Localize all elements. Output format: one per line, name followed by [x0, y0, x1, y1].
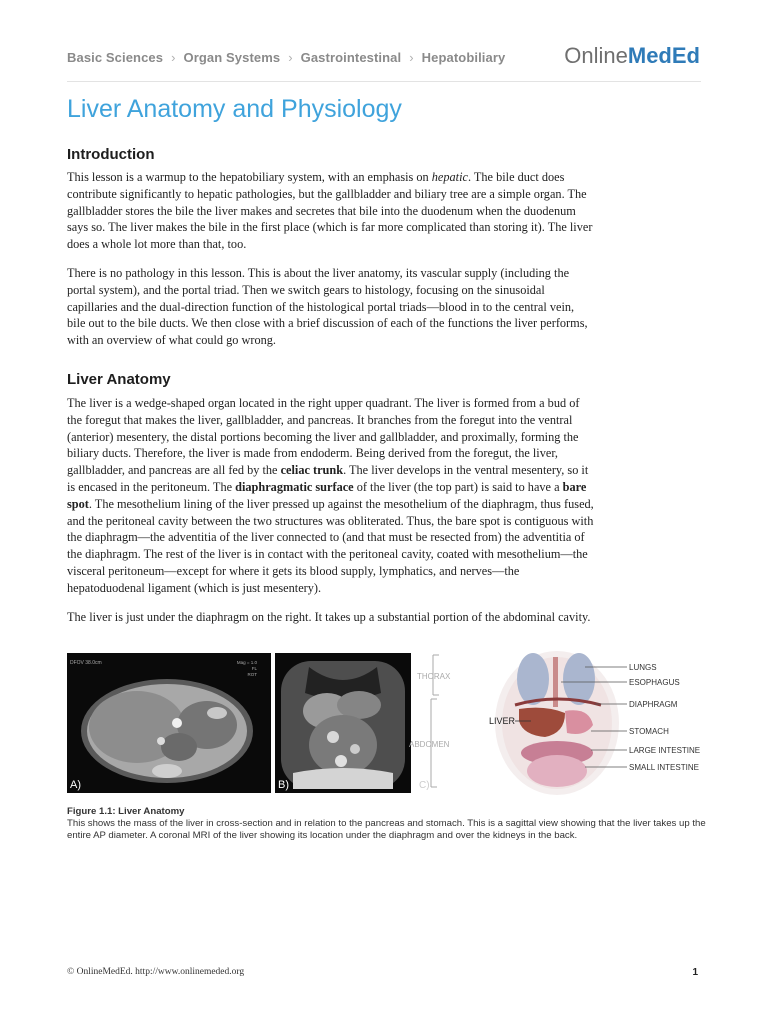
svg-text:DFOV 38.0cm: DFOV 38.0cm: [70, 660, 102, 666]
svg-text:FL: FL: [251, 666, 257, 671]
axial-mri-image: [67, 653, 271, 793]
anatomy-paragraph-1: The liver is a wedge-shaped organ located in the right upper quadrant. The liver is formed from a bud of the foregut that makes the liver, gallbladder, and pancreas. It branches from the foregut into the ventral (anterior) mesentery, the distal portions becoming the liver and gallbladder, and proximally, forming the biliary ducts. Therefore, the liver is made from endoderm. Being derived from the foregut, the liver, gallbladder, and pancreas are all fed by the celiac trunk. The liver develops in the ventral mesentery, so it is encased in the peritoneum. The diaphragmatic surface of the liver (the top part) is said to have a bare spot. The mesothelium lining of the liver pressed up against the mesothelium of the diaphragm, thus fused, and the peritoneal cavity between the two structures was obliterated. Thus, the bare spot is contiguous with the diaphragm—the adventitia of the liver connected to (and that must be resected from) the adventitia of the diaphragm. The rest of the liver is in contact with the peritoneal cavity, coated with mesothelium—the visceral peritoneum—except for where it gets its blood supply, lymphatics, and nerves—the hepatoduodenal ligament (which is just mesentery).: [67, 396, 594, 595]
organ-label-small-intestine: SMALL INTESTINE: [629, 763, 699, 772]
logo-text-meded: MedEd: [627, 43, 700, 68]
figure-label-b: B): [278, 779, 289, 791]
page-title: Liver Anatomy and Physiology: [67, 95, 402, 123]
chevron-right-icon: ›: [409, 50, 414, 65]
header-divider: [67, 81, 701, 82]
intro-paragraph-2: There is no pathology in this lesson. This is about the liver anatomy, its vascular supply (including the portal system), and the portal triad. Then we switch gears to histology, focusing on the sinusoidal capillaries and the dual-direction function of the histological portal triads—blood in to the central vein, bile out to the bile ducts. We then close with a brief discussion of each of the functions the liver performs, with an overview of what could go wrong.: [67, 266, 588, 348]
svg-text:Mag = 1.0: Mag = 1.0: [236, 660, 257, 665]
organ-label-esophagus: ESOPHAGUS: [629, 678, 680, 687]
organ-label-lungs: LUNGS: [629, 663, 657, 672]
figure-label-c: C): [419, 780, 430, 791]
thorax-label: THORAX: [417, 672, 451, 681]
chevron-right-icon: ›: [171, 50, 176, 65]
organ-label-diaphragm: DIAPHRAGM: [629, 700, 678, 709]
breadcrumb-item-gastrointestinal[interactable]: Gastrointestinal: [300, 50, 402, 65]
liver-label: LIVER: [489, 716, 516, 726]
breadcrumb: [67, 50, 505, 65]
onlinemeded-logo[interactable]: [564, 43, 700, 69]
anatomy-paragraph-2: The liver is just under the diaphragm on the right. It takes up a substantial portion of the abdominal cavity.: [67, 610, 591, 624]
organ-label-stomach: STOMACH: [629, 727, 669, 736]
figure-a-axial-mri: [67, 653, 271, 793]
logo-text-online: Online: [564, 43, 628, 68]
breadcrumb-item-organ-systems[interactable]: Organ Systems: [183, 50, 281, 65]
section-heading-introduction: Introduction: [67, 146, 155, 163]
figure-caption: [67, 806, 707, 843]
breadcrumb-item-basic-sciences[interactable]: Basic Sciences: [67, 50, 164, 65]
svg-text:ROT: ROT: [247, 672, 257, 677]
section-heading-liver-anatomy: Liver Anatomy: [67, 371, 171, 388]
figure-caption-text: This shows the mass of the liver in cross-section and in relation to the pancreas and stomach. This is a sagittal view showing that the liver takes up the entire AP diameter. A coronal MRI of the liver showing its location under the diaphragm and over the kidneys in the back.: [67, 818, 706, 842]
figure-c-anatomy-diagram: [409, 653, 703, 793]
figure-label-a: A): [70, 779, 81, 791]
breadcrumb-item-hepatobiliary[interactable]: Hepatobiliary: [421, 50, 506, 65]
organ-label-large-intestine: LARGE INTESTINE: [629, 746, 701, 755]
footer-copyright: © OnlineMedEd. http://www.onlinemeded.org: [67, 967, 245, 977]
intro-paragraph-1: This lesson is a warmup to the hepatobiliary system, with an emphasis on hepatic. The bile duct does contribute significantly to hepatic pathologies, but the gallbladder and biliary tree are a simple organ. The gallbladder stores the bile the liver makes and secretes that bile into the duodenum when the duodenum says so. The liver makes the bile in the first place (which is far more complicated than storing it). The liver does a whole lot more than that, too.: [67, 170, 593, 252]
figure-1-1: [67, 653, 703, 793]
figure-b-coronal-mri: [275, 653, 411, 793]
anatomy-diagram: [409, 653, 703, 793]
chevron-right-icon: ›: [288, 50, 293, 65]
figure-caption-title: Figure 1.1: Liver Anatomy: [67, 806, 185, 817]
coronal-mri-image: [275, 653, 411, 793]
abdomen-label: ABDOMEN: [409, 740, 450, 749]
page-number: 1: [692, 967, 698, 978]
